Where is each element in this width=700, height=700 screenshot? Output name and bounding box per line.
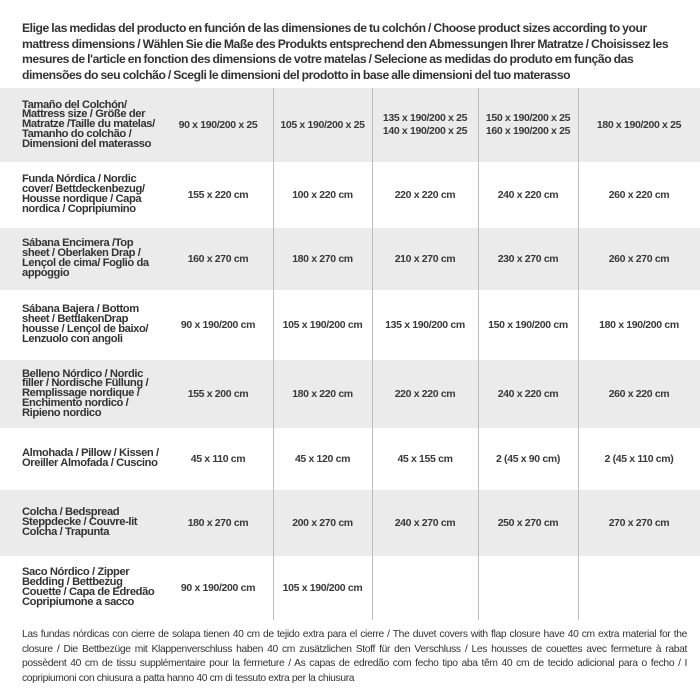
size-value: 240 x 270 cm	[394, 516, 456, 529]
table-row	[0, 228, 700, 290]
mattress-size-header: 135 x 190/200 x 25 140 x 190/200 x 25	[382, 112, 468, 137]
row-label: Saco Nórdico / Zipper Bedding / Bettbezug Couette / Capa de Edredão Copripiumone a sacco	[22, 566, 155, 608]
mattress-size-header: 90 x 190/200 x 25	[178, 118, 258, 131]
size-value: 220 x 220 cm	[394, 188, 456, 201]
table-row	[0, 162, 700, 228]
column-divider	[372, 88, 373, 620]
footnote: Las fundas nórdicas con cierre de solapa tienen 40 cm de tejido extra para el cierre / The duvet covers with flap closure have 40 cm extra material for the closure / Die Bettbezüge mit Klappenverschluss haben 40 cm zusätzlichen Stoff für den Verschluss / Les housses de couettes avec fermeture à rabat possèdent 40 cm de tissu supplémentaire pour la fermeture / As capas de edredão com fecho tipo aba têm 40 cm de tecido adicional para o fecho / I copripiumoni con chiusura a patta hanno 40 cm di tessuto extra per la chiusura	[22, 629, 687, 684]
column-divider	[478, 88, 479, 620]
size-value: 90 x 190/200 cm	[180, 581, 256, 594]
column-divider	[273, 88, 274, 620]
row-label: Almohada / Pillow / Kissen / Oreiller Almofada / Cuscino	[22, 447, 159, 469]
row-label: Tamaño del Colchón/ Mattress size / Größe der Matratze /Taille du matelas/ Tamanho do colchão / Dimensioni del materasso	[22, 98, 155, 150]
table-row	[0, 428, 700, 490]
size-value: 270 x 270 cm	[608, 516, 670, 529]
size-value: 45 x 110 cm	[190, 452, 246, 465]
size-value: 155 x 220 cm	[187, 188, 249, 201]
column-divider	[578, 88, 579, 620]
row-label: Belleno Nórdico / Nordic filler / Nordische Füllung / Remplissage nordique / Enchimento nordico / Ripieno nordico	[22, 367, 149, 419]
size-value: 45 x 155 cm	[397, 452, 453, 465]
size-value: 100 x 220 cm	[292, 188, 353, 201]
size-value: 135 x 190/200 cm	[385, 318, 465, 331]
row-label: Colcha / Bedspread Steppdecke / Couvre-lit Colcha / Trapunta	[22, 506, 138, 538]
table-row	[0, 290, 700, 360]
size-table	[0, 88, 700, 620]
mattress-size-header: 150 x 190/200 x 25 160 x 190/200 x 25	[485, 112, 571, 137]
size-value: 200 x 270 cm	[292, 516, 353, 529]
size-value: 155 x 200 cm	[187, 387, 249, 400]
mattress-size-header: 105 x 190/200 x 25	[280, 118, 365, 131]
size-value: 90 x 190/200 cm	[180, 318, 256, 331]
size-value: 180 x 190/200 cm	[599, 318, 679, 331]
size-value: 180 x 220 cm	[292, 387, 353, 400]
size-value	[372, 556, 478, 620]
table-row	[0, 556, 700, 620]
size-value: 260 x 220 cm	[608, 387, 670, 400]
size-value: 105 x 190/200 cm	[282, 318, 363, 331]
row-label: Sábana Bajera / Bottom sheet / BettlakenDrap housse / Lençol de baixo/ Lenzuolo con angoli	[22, 303, 149, 345]
size-value: 220 x 220 cm	[394, 387, 456, 400]
size-value: 180 x 270 cm	[292, 252, 353, 265]
size-value: 2 (45 x 90 cm)	[496, 452, 560, 465]
mattress-size-header: 180 x 190/200 x 25	[596, 118, 682, 131]
size-value: 240 x 220 cm	[497, 188, 559, 201]
size-value: 240 x 220 cm	[497, 387, 559, 400]
size-value: 105 x 190/200 cm	[282, 581, 363, 594]
size-value: 250 x 270 cm	[497, 516, 559, 529]
size-value: 150 x 190/200 cm	[488, 318, 568, 331]
size-value	[478, 556, 578, 620]
size-value: 45 x 120 cm	[294, 452, 351, 465]
size-value: 160 x 270 cm	[187, 252, 249, 265]
table-header-row	[0, 88, 700, 162]
row-label: Sábana Encimera /Top sheet / Oberlaken Drap / Lençol de cima/ Foglio da appoggio	[22, 237, 149, 279]
row-label: Funda Nórdica / Nordic cover/ Bettdeckenbezug/ Housse nordique / Capa nordica / Copripiumino	[22, 173, 145, 215]
size-value: 230 x 270 cm	[497, 252, 559, 265]
size-value: 260 x 220 cm	[608, 188, 670, 201]
table-row	[0, 360, 700, 428]
intro-text: Elige las medidas del producto en función de las dimensiones de tu colchón / Choose product sizes according to your mattress dimensions / Wählen Sie die Maße des Produkts entsprechend den Abmessungen Ihrer Matratze / Choisissez les mesures de l'article en fonction des dimensions de votre matelas / Selecione as medidas do produto em função das dimensões do seu colchão / Scegli le dimensioni del prodotto in base alle dimensioni del tuo materasso	[22, 21, 669, 82]
size-value: 210 x 270 cm	[394, 252, 456, 265]
size-value: 180 x 270 cm	[187, 516, 249, 529]
size-value: 2 (45 x 110 cm)	[604, 452, 674, 465]
size-value	[578, 556, 700, 620]
size-value: 260 x 270 cm	[608, 252, 670, 265]
table-row	[0, 490, 700, 556]
